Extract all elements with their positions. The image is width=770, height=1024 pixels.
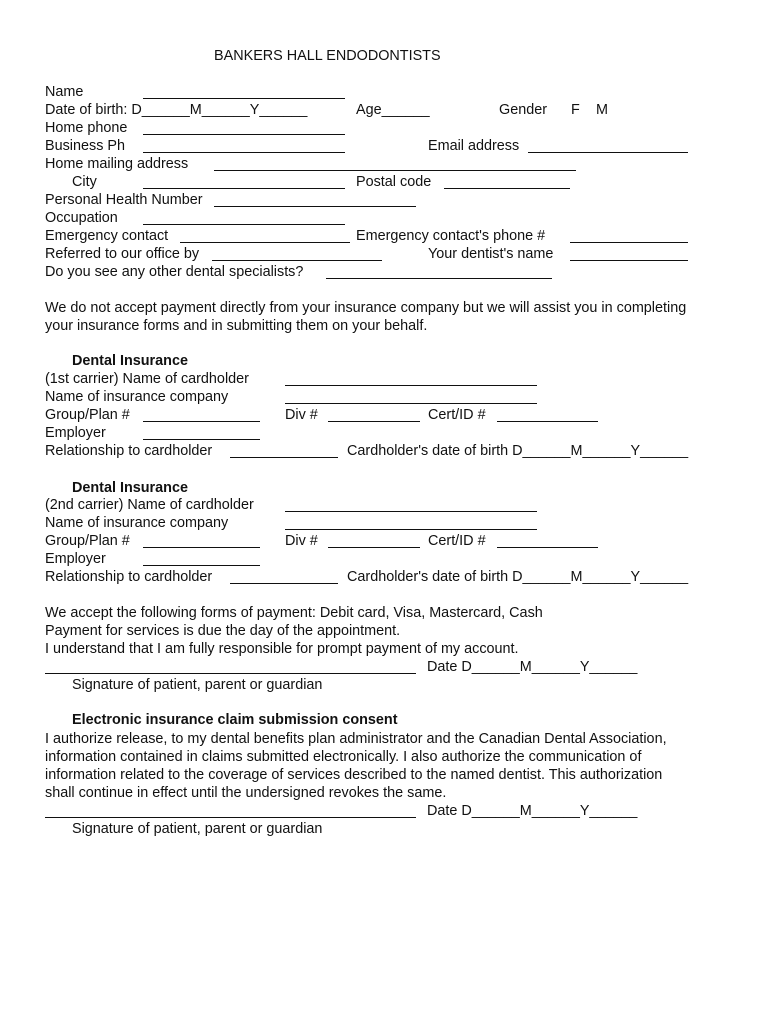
specialists-field[interactable] (326, 278, 552, 279)
insurance2-div-field[interactable] (328, 547, 420, 548)
insurance1-relationship-label: Relationship to cardholder (45, 443, 213, 459)
gender-f-option[interactable]: F (571, 102, 580, 118)
city-label: City (72, 174, 97, 190)
insurance1-div-field[interactable] (328, 421, 420, 422)
gender-label: Gender (499, 102, 547, 118)
insurance2-cardholder-field[interactable] (285, 511, 537, 512)
consent-heading: Electronic insurance claim submission consent (72, 712, 398, 728)
insurance2-cert-field[interactable] (497, 547, 598, 548)
insurance1-company-field[interactable] (285, 403, 537, 404)
insurance2-heading: Dental Insurance (72, 480, 188, 496)
insurance2-company-label: Name of insurance company (45, 515, 229, 531)
postal-code-field[interactable] (444, 188, 570, 189)
insurance1-heading: Dental Insurance (72, 353, 188, 369)
emergency-phone-label: Emergency contact's phone # (356, 228, 546, 244)
payment-signature-caption: Signature of patient, parent or guardian (72, 677, 323, 693)
insurance1-div-label: Div # (285, 407, 318, 423)
insurance2-employer-field[interactable] (143, 565, 260, 566)
occupation-field[interactable] (143, 224, 345, 225)
home-mailing-field[interactable] (214, 170, 576, 171)
emergency-phone-field[interactable] (570, 242, 688, 243)
insurance1-group-label: Group/Plan # (45, 407, 130, 423)
city-field[interactable] (143, 188, 345, 189)
email-label: Email address (428, 138, 520, 154)
payment-note-line1: We do not accept payment directly from your insurance company but we will assist you in completing (45, 300, 687, 316)
dentist-name-label: Your dentist's name (428, 246, 554, 262)
payment-note-line2: your insurance forms and in submitting them on your behalf. (45, 318, 428, 334)
consent-signature-line[interactable] (45, 817, 416, 818)
home-phone-label: Home phone (45, 120, 128, 136)
insurance1-cardholder-label: (1st carrier) Name of cardholder (45, 371, 249, 387)
insurance1-cert-field[interactable] (497, 421, 598, 422)
insurance1-employer-label: Employer (45, 425, 106, 441)
insurance2-relationship-field[interactable] (230, 583, 338, 584)
insurance2-relationship-label: Relationship to cardholder (45, 569, 213, 585)
dob-label: Date of birth: D______M______Y______ (45, 102, 308, 118)
consent-line4: shall continue in effect until the undersigned revokes the same. (45, 785, 447, 801)
phn-label: Personal Health Number (45, 192, 203, 208)
insurance2-employer-label: Employer (45, 551, 106, 567)
payment-responsible-text: I understand that I am fully responsible for prompt payment of my account. (45, 641, 519, 657)
insurance1-company-label: Name of insurance company (45, 389, 229, 405)
email-field[interactable] (528, 152, 688, 153)
consent-line2: information contained in claims submitted electronically. I also authorize the communication of (45, 749, 642, 765)
age-label: Age______ (356, 102, 430, 118)
emergency-contact-label: Emergency contact (45, 228, 169, 244)
referred-field[interactable] (212, 260, 382, 261)
insurance2-group-field[interactable] (143, 547, 260, 548)
insurance1-group-field[interactable] (143, 421, 260, 422)
payment-signature-line[interactable] (45, 673, 416, 674)
insurance2-cert-label: Cert/ID # (428, 533, 486, 549)
consent-line1: I authorize release, to my dental benefits plan administrator and the Canadian Dental Association, (45, 731, 667, 747)
consent-date-field[interactable]: Date D______M______Y______ (427, 803, 638, 819)
insurance2-cardholder-label: (2nd carrier) Name of cardholder (45, 497, 254, 513)
business-phone-label: Business Ph (45, 138, 125, 154)
phn-field[interactable] (214, 206, 416, 207)
insurance2-cardholder-dob[interactable]: Cardholder's date of birth D______M______Y______ (347, 569, 689, 585)
insurance1-cert-label: Cert/ID # (428, 407, 486, 423)
payment-date-field[interactable]: Date D______M______Y______ (427, 659, 638, 675)
consent-signature-caption: Signature of patient, parent or guardian (72, 821, 323, 837)
insurance1-cardholder-dob[interactable]: Cardholder's date of birth D______M______Y______ (347, 443, 689, 459)
insurance1-employer-field[interactable] (143, 439, 260, 440)
dentist-name-field[interactable] (570, 260, 688, 261)
business-phone-field[interactable] (143, 152, 345, 153)
occupation-label: Occupation (45, 210, 118, 226)
payment-forms-text: We accept the following forms of payment: Debit card, Visa, Mastercard, Cash (45, 605, 543, 621)
insurance2-company-field[interactable] (285, 529, 537, 530)
home-mailing-label: Home mailing address (45, 156, 189, 172)
form-title: BANKERS HALL ENDODONTISTS (214, 48, 441, 64)
insurance2-group-label: Group/Plan # (45, 533, 130, 549)
payment-due-text: Payment for services is due the day of the appointment. (45, 623, 401, 639)
emergency-contact-field[interactable] (180, 242, 350, 243)
home-phone-field[interactable] (143, 134, 345, 135)
referred-label: Referred to our office by (45, 246, 200, 262)
gender-m-option[interactable]: M (596, 102, 608, 118)
specialists-label: Do you see any other dental specialists? (45, 264, 304, 280)
insurance2-div-label: Div # (285, 533, 318, 549)
consent-line3: information related to the coverage of services described to the named dentist. This authorization (45, 767, 663, 783)
postal-code-label: Postal code (356, 174, 432, 190)
insurance1-cardholder-field[interactable] (285, 385, 537, 386)
insurance1-relationship-field[interactable] (230, 457, 338, 458)
name-label: Name (45, 84, 84, 100)
name-field[interactable] (143, 98, 345, 99)
